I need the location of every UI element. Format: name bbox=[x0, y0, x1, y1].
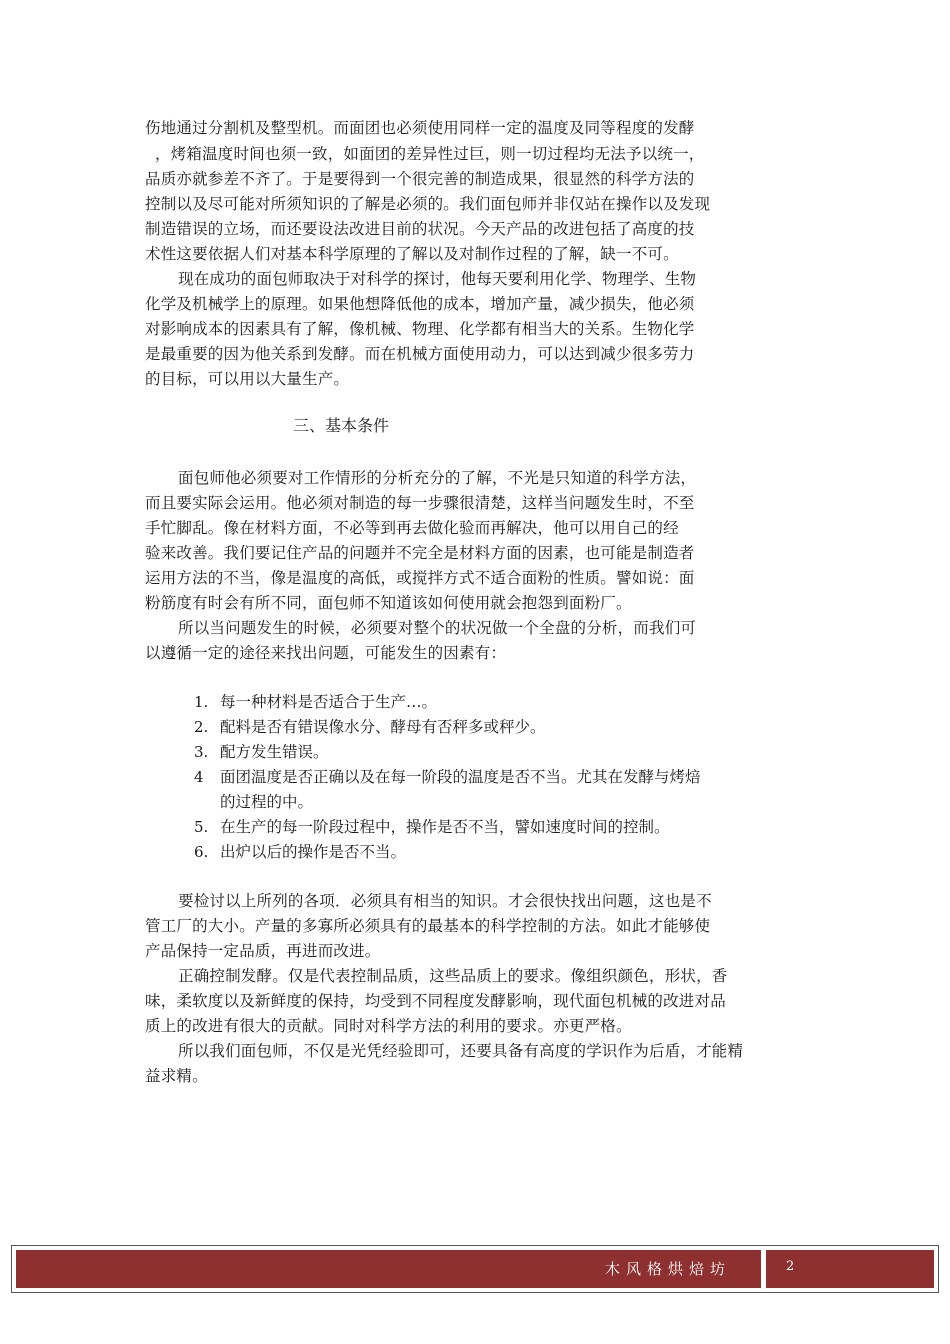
text-line: 所以当问题发生的时候，必须要对整个的状况做一个全盘的分析，而我们可 bbox=[178, 619, 697, 637]
text-line: 面包师他必须要对工作情形的分析充分的了解，不光是只知道的科学方法， bbox=[178, 469, 697, 487]
list-item: 在生产的每一阶段过程中，操作是否不当，譬如速度时间的控制。 bbox=[220, 818, 670, 836]
text-line: 粉筋度有时会有所不同，面包师不知道该如何使用就会抱怨到面粉厂。 bbox=[145, 594, 632, 612]
text-line: 制造错误的立场，而还要设法改进目前的状况。今天产品的改进包括了高度的技 bbox=[145, 220, 695, 238]
list-number: 4 bbox=[194, 768, 204, 786]
list-number: 2. bbox=[194, 718, 209, 736]
page-number: 2 bbox=[786, 1259, 795, 1274]
text-line: 手忙脚乱。像在材料方面，不必等到再去做化验而再解决，他可以用自己的经 bbox=[145, 519, 679, 537]
text-line: 是最重要的因为他关系到发酵。而在机械方面使用动力，可以达到减少很多劳力 bbox=[145, 345, 695, 363]
text-line: 品质亦就参差不齐了。于是要得到一个很完善的制造成果，很显然的科学方法的 bbox=[145, 170, 695, 188]
text-line: 要检讨以上所列的各项．必须具有相当的知识。才会很快找出问题，这也是不 bbox=[178, 892, 712, 910]
text-line: ，烤箱温度时间也须一致，如面团的差异性过巨，则一切过程均无法予以统一， bbox=[155, 145, 705, 163]
footer-title-bar bbox=[16, 1250, 761, 1288]
section-heading: 三、基本条件 bbox=[293, 416, 390, 435]
text-line: 管工厂的大小。产量的多寡所必须具有的最基本的科学控制的方法。如此才能够使 bbox=[145, 917, 711, 935]
text-line: 验来改善。我们要记住产品的问题并不完全是材料方面的因素，也可能是制造者 bbox=[145, 544, 695, 562]
text-line: 伤地通过分割机及整型机。而面团也必须使用同样一定的温度及同等程度的发酵 bbox=[145, 119, 695, 137]
list-item: 面团温度是否正确以及在每一阶段的温度是否不当。尤其在发酵与烤焙 bbox=[220, 768, 701, 786]
text-line: 术性这要依据人们对基本科学原理的了解以及对制作过程的了解，缺一不可。 bbox=[145, 245, 679, 263]
list-number: 5. bbox=[194, 818, 209, 836]
list-item: 每一种材料是否适合于生产…。 bbox=[220, 693, 438, 711]
list-number: 3. bbox=[194, 743, 209, 761]
text-line: 味，柔软度以及新鲜度的保持，均受到不同程度发酵影响，现代面包机械的改进对品 bbox=[145, 992, 726, 1010]
text-line: 质上的改进有很大的贡献。同时对科学方法的利用的要求。亦更严格。 bbox=[145, 1017, 632, 1035]
text-line: 正确控制发酵。仅是代表控制品质，这些品质上的要求。像组织颜色，形状，香 bbox=[178, 967, 728, 985]
list-number: 1. bbox=[194, 693, 209, 711]
list-item: 出炉以后的操作是否不当。 bbox=[220, 843, 407, 861]
list-item-continuation: 的过程的中。 bbox=[220, 793, 314, 811]
text-line: 运用方法的不当，像是温度的高低，或搅拌方式不适合面粉的性质。譬如说：面 bbox=[145, 569, 695, 587]
list-item: 配方发生错误。 bbox=[220, 743, 329, 761]
text-line: 所以我们面包师，不仅是光凭经验即可，还要具备有高度的学识作为后盾，才能精 bbox=[178, 1042, 744, 1060]
text-line: 控制以及尽可能对所须知识的了解是必须的。我们面包师并非仅站在操作以及发现 bbox=[145, 195, 711, 213]
text-line: 益求精。 bbox=[145, 1067, 208, 1085]
list-number: 6. bbox=[194, 843, 209, 861]
text-line: 化学及机械学上的原理。如果他想降低他的成本，增加产量，减少损失，他必须 bbox=[145, 295, 695, 313]
text-line: 现在成功的面包师取决于对科学的探讨，他每天要利用化学、物理学、生物 bbox=[178, 270, 697, 288]
text-line: 对影响成本的因素具有了解，像机械、物理、化学都有相当大的关系。生物化学 bbox=[145, 320, 695, 338]
list-item: 配料是否有错误像水分、酵母有否秤多或秤少。 bbox=[220, 718, 546, 736]
footer-page-bar bbox=[766, 1250, 934, 1288]
footer-title: 木风格烘焙坊 bbox=[604, 1260, 731, 1278]
text-line: 而且要实际会运用。他必须对制造的每一步骤很清楚，这样当问题发生时，不至 bbox=[145, 494, 695, 512]
text-line: 的目标，可以用以大量生产。 bbox=[145, 370, 350, 388]
text-line: 产品保持一定品质，再进而改进。 bbox=[145, 942, 381, 960]
text-line: 以遵循一定的途径来找出问题，可能发生的因素有： bbox=[145, 644, 507, 662]
